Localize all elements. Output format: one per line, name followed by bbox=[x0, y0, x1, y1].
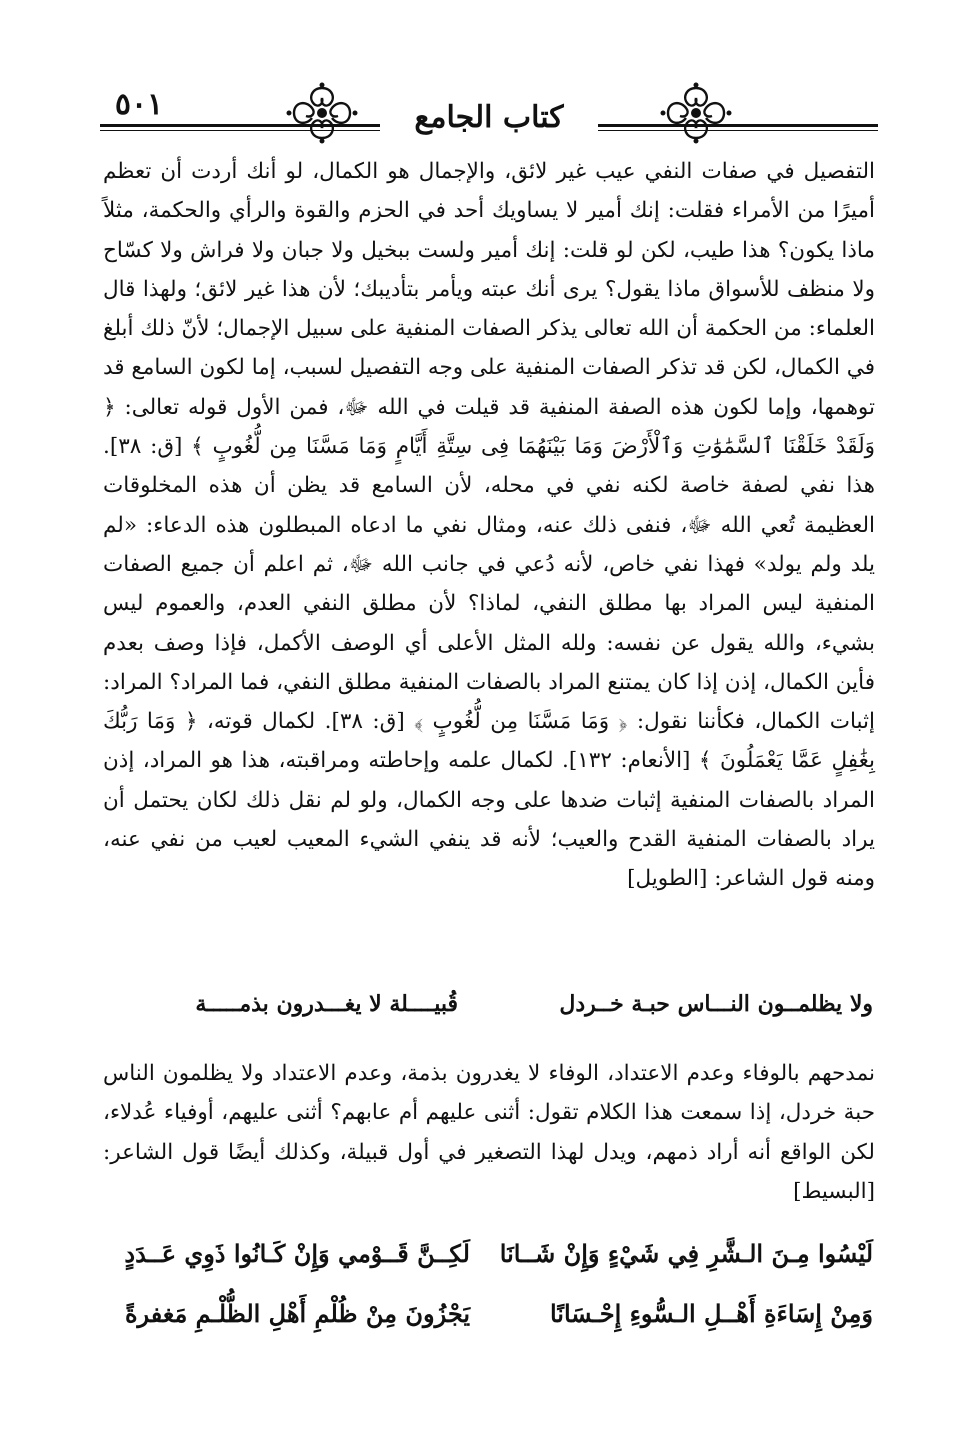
arabesque-ornament-icon bbox=[286, 82, 358, 144]
poem-hemistich: لَكِــنَّ قَــوْمي وَإِنْ كَـانُوا ذَوِي عَــدَدٍ bbox=[124, 1239, 470, 1268]
poem-hemistich: ولا يظلمــون النـــاس حبـة خــردل bbox=[559, 991, 873, 1017]
poem-hemistich: لَيْسُوا مِـنَ الـشَّرِ فِي شَيْءٍ وَإِنْ شَــانَا bbox=[499, 1239, 873, 1268]
page-number: ٥٠١ bbox=[114, 87, 164, 122]
poem-hemistich: قُبيــــلة لا يغـــدرون بذمـــــة bbox=[195, 991, 458, 1017]
poem-hemistich: يَجْزُونَ مِنْ ظُلْمِ أَهْلِ الظُّلْـمِ مَغفرةً bbox=[124, 1299, 470, 1328]
running-header-title: كتاب الجامع bbox=[380, 100, 598, 136]
poem-hemistich: وَمِنْ إِسَاءَةِ أَهْــلِ الـسُّوءِ إِحْـسَانًا bbox=[549, 1299, 873, 1328]
body-paragraph: نمدحهم بالوفاء وعدم الاعتداد، الوفاء لا يغدرون بذمة، وعدم الاعتداد ولا يظلمون الناس حبة خردل، إذا سمعت هذا الكلام تقول: أثنى عليهم أم عابهم؟ أثنى عليهم، أوفياء عُدلاء، لكن الواقع أنه أراد ذمهم، ويدل لهذا التصغير في أول قبيلة، وكذلك أيضًا قول الشاعر: [البسيط] bbox=[103, 1061, 875, 1204]
body-paragraph: التفصيل في صفات النفي عيب غير لائق، والإجمال هو الكمال، لو أنك أردت أن تعظم أميرًا من الأمراء فقلت: إنك أمير لا يساويك أحد في الحزم والقوة والرأي والحكمة، مثلاً ماذا يكون؟ هذا طيب، لكن لو قلت: إنك أمير ولست ببخيل ولا جبان ولا فراش ولا كسّاح ولا منظف للأسواق ماذا يقول؟ يرى أنك عبته ويأمر بتأديبك؛ لأن هذا غير لائق؛ ولهذا قال العلماء: من الحكمة أن الله تعالى يذكر الصفات المنفية على سبيل الإجمال؛ لأنّ ذلك أبلغ في الكمال، لكن قد تذكر الصفات المنفية على وجه التفصيل لسبب، إما لكون السامع قد توهمها، وإما لكون هذه الصفة المنفية قد قيلت في الله ﷻ، فمن الأول قوله تعالى: ﴿ وَلَقَدْ خَلَقْنَا ٱلسَّمَٰوَٰتِ وَٱلْأَرْضَ وَمَا بَيْنَهُمَا فِى سِتَّةِ أَيَّامٍ وَمَا مَسَّنَا مِن لُّغُوبٍ ﴾ [ق: ٣٨]. هذا نفي لصفة خاصة لكنه نفي في محله، لأن السامع قد يظن أن هذه المخلوقات العظيمة تُعي الله ﷻ، فنفى ذلك عنه، ومثال نفي ما ادعاه المبطلون هذه الدعاء: «لم يلد ولم يولد» فهذا نفي خاص، لأنه دُعي في جانب الله ﷻ، ثم اعلم أن جميع الصفات المنفية ليس المراد بها مطلق النفي، لماذا؟ لأن مطلق النفي العدم، والعموم ليس بشيء، والله يقول عن نفسه: ولله المثل الأعلى أي الوصف الأكمل، فإذا وصف بعدم فأين الكمال، إذن إذا كان يمتنع المراد بالصفات المنفية مطلق النفي، فما المراد؟ المراد: إثبات الكمال، فكأننا نقول: ﴿ وَمَا مَسَّنَا مِن لُّغُوبٍ ﴾ [ق: ٣٨]. لكمال قوته، ﴿ وَمَا رَبُّكَ بِغَٰفِلٍ عَمَّا يَعْمَلُونَ ﴾ [الأنعام: ١٣٢]. لكمال علمه وإحاطته ومراقبته، هذا هو المراد، إذن المراد بالصفات المنفية إثبات ضدها على وجه الكمال، ولو لم نقل ذلك لكان يحتمل أن يراد بالصفات المنفية القدح والعيب؛ لأنه قد ينفي الشيء المعيب لعيب من نفي عنه، ومنه قول الشاعر: [الطويل] bbox=[103, 159, 875, 892]
arabesque-ornament-icon bbox=[660, 82, 732, 144]
